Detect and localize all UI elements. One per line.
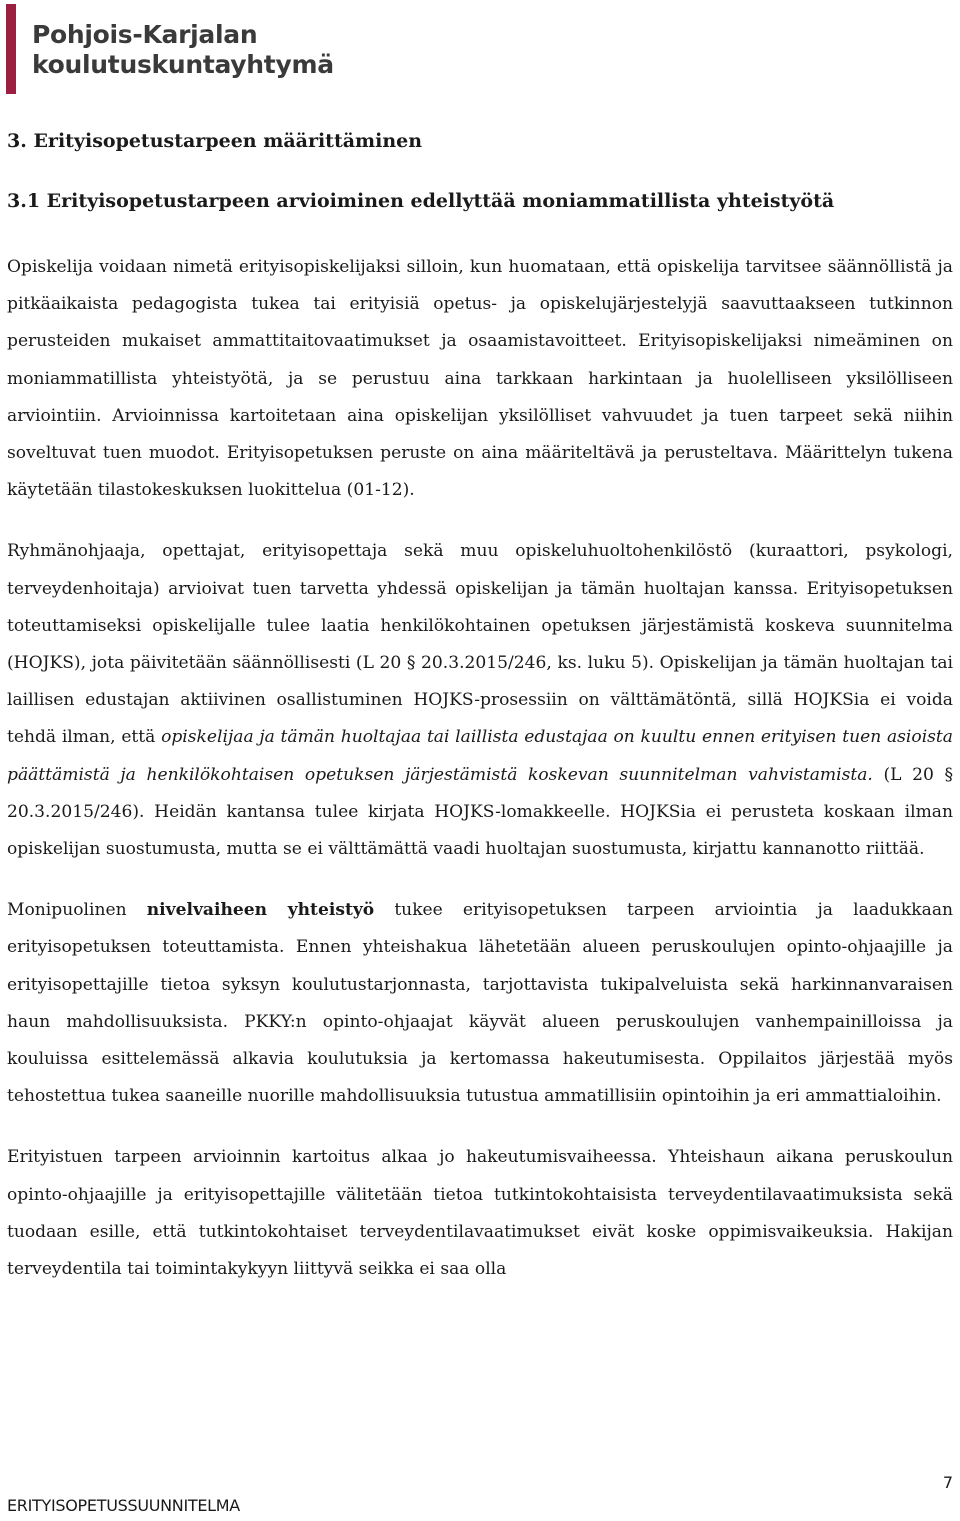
- logo-line-2: koulutuskuntayhtymä: [32, 50, 334, 79]
- organization-logo: [6, 4, 334, 94]
- paragraph-hojks-italic: opiskelijaa ja tämän huoltajaa tai laillista edustajaa on kuultu ennen erityisen tuen asioista päättämistä ja henkilökohtaisen opetuksen järjestämistä koskevan suunnitelman vahvistamista.: [7, 727, 953, 785]
- document-body: [7, 120, 953, 1288]
- paragraph-transition-bold: nivelvaiheen yhteistyö: [146, 900, 375, 921]
- logo-line-1: Pohjois-Karjalan: [32, 20, 258, 49]
- paragraph-transition-cooperation: [7, 892, 953, 1115]
- logo-accent-bar: [6, 4, 16, 94]
- paragraph-hojks-text-b: (L 20 § 20.3.2015/246). Heidän kantansa tulee kirjata HOJKS-lomakkeelle. HOJKSia ei perusteta koskaan ilman opiskelijan suostumusta, mutta se ei välttämättä vaadi huoltajan suostumusta, kirjattu kannanotto riittää.: [7, 764, 953, 860]
- paragraph-transition-text-a: Monipuolinen: [7, 900, 147, 921]
- logo-wordmark: [32, 4, 334, 80]
- subsection-heading: 3.1 Erityisopetustarpeen arvioiminen edellyttää moniammatillista yhteistyötä: [7, 190, 835, 212]
- paragraph-designation: Opiskelija voidaan nimetä erityisopiskelijaksi silloin, kun huomataan, että opiskelija tarvitsee säännöllistä ja pitkäaikaista pedagogista tukea tai erityisiä opetus- ja opiskelujärjestelyjä saavuttaakseen tutkinnon perusteiden mukaiset ammattitaitovaatimukset ja osaamistavoitteet. Erityisopiskelijaksi nimeäminen on moniammatillista yhteistyötä, ja se perustuu aina tarkkaan harkintaan ja huolelliseen yksilölliseen arviointiin. Arvioinnissa kartoitetaan aina opiskelijan yksilölliset vahvuudet ja tuen tarpeet sekä niihin soveltuvat tuen muodot. Erityisopetuksen peruste on aina määriteltävä ja perusteltava. Määrittelyn tukena käytetään tilastokeskuksen luokittelua (01-12).: [7, 257, 953, 501]
- footer-document-title: ERITYISOPETUSSUUNNITELMA: [7, 1496, 240, 1515]
- paragraph-hojks: [7, 533, 953, 868]
- section-heading: 3. Erityisopetustarpeen määrittäminen: [7, 130, 423, 152]
- paragraph-application-phase: Erityistuen tarpeen arvioinnin kartoitus alkaa jo hakeutumisvaiheessa. Yhteishaun aikana peruskoulun opinto-ohjaajille ja erityisopettajille välitetään tietoa tutkintokohtaisista terveydentilavaatimuksista sekä tuodaan esille, että tutkintokohtaiset terveydentilavaatimukset eivät koske oppimisvaikeuksia. Hakijan terveydentila tai toimintakykyyn liittyvä seikka ei saa olla: [7, 1147, 953, 1280]
- page-number: 7: [942, 1473, 953, 1492]
- paragraph-hojks-text-a: Ryhmänohjaaja, opettajat, erityisopettaja sekä muu opiskeluhuoltohenkilöstö (kuraattori, psykologi, terveydenhoitaja) arvioivat tuen tarvetta yhdessä opiskelijan ja tämän huoltajan kanssa. Erityisopetuksen toteuttamiseksi opiskelijalle tulee laatia henkilökohtainen opetuksen järjestämistä koskeva suunnitelma (HOJKS), jota päivitetään säännöllisesti (L 20 § 20.3.2015/246, ks. luku 5). Opiskelijan ja tämän huoltajan tai laillisen edustajan aktiivinen osallistuminen HOJKS-prosessiin on välttämätöntä, sillä HOJKSia ei voida tehdä ilman, että: [7, 541, 953, 748]
- paragraph-transition-text-b: tukee erityisopetuksen tarpeen arviointia ja laadukkaan erityisopetuksen toteuttamista. Ennen yhteishakua lähetetään alueen peruskoulujen opinto-ohjaajille ja erityisopettajille tietoa syksyn koulutustarjonnasta, tarjottavista tukipalveluista sekä harkinnanvaraisen haun mahdollisuuksista. PKKY:n opinto-ohjaajat käyvät alueen peruskoulujen vanhempainilloissa ja kouluissa esittelemässä alkavia koulutuksia ja kertomassa hakeutumisesta. Oppilaitos järjestää myös tehostettua tukea saaneille nuorille mahdollisuuksia tutustua ammatillisiin opintoihin ja eri ammattialoihin.: [7, 900, 954, 1107]
